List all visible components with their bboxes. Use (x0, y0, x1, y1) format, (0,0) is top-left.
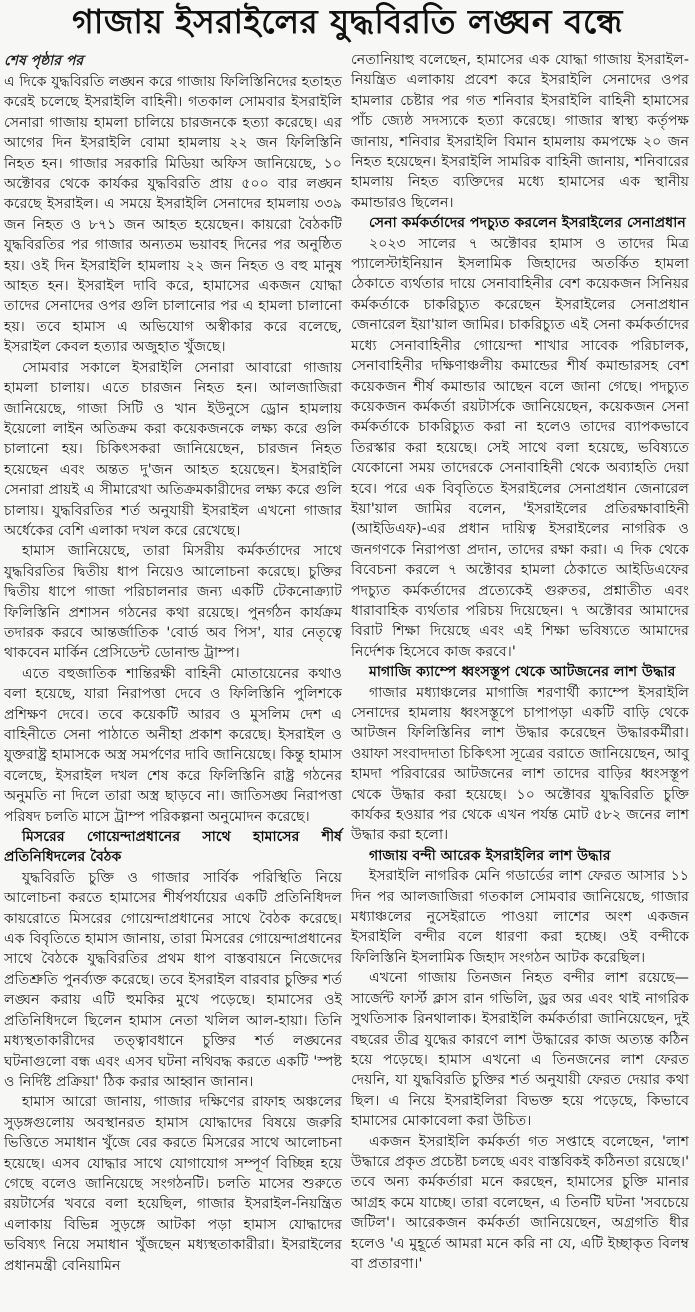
subheading: সেনা কর্মকর্তাদের পদচ্যুত করলেন ইসরাইলের সেনাপ্রধান (369, 215, 686, 232)
paragraph: হামাস জানিয়েছে, তারা মিসরীয় কর্মকর্তাদের সাথে যুদ্ধবিরতির দ্বিতীয় ধাপ নিয়েও আলোচনা করেছে। চুক্তির দ্বিতীয় ধাপে গাজা পরিচালনার জন্য একটি টেকনোক্র্যাট ফিলিস্তিনি প্রশাসন গঠনের কথা রয়েছে। পুনর্গঠন কার্যক্রম তদারক করবে আন্তর্জাতিক 'বোর্ড অব পিস', যার নেতৃত্বে থাকবেন মার্কিন প্রেসিডেন্ট ডোনাল্ড ট্রাম্প। (4, 543, 342, 662)
paragraph: ইসরাইলি নাগরিক মেনি গডার্ডের লাশ ফেরত আসার ১১ দিন পর আলজাজিরা গতকাল সোমবার জানিয়েছে, গাজার মধ্যাঞ্চলের নুসেইরাতে পাওয়া লাশের অংশ একজন ইসরাইলি বন্দীর বলে ধারণা করা হচ্ছে। ওই বন্দীকে ফিলিস্তিনি ইসলামিক জিহাদ সংগঠন আটক করেছিল। (351, 868, 689, 966)
paragraph: নেতানিয়াহু বলেছেন, হামাসের এক যোদ্ধা গাজায় ইসরাইল-নিয়ন্ত্রিত এলাকায় প্রবেশ করে ইসরাইলি সেনাদের ওপর হামলার চেষ্টার পর গত শনিবার ইসরাইলি বাহিনী হামাসের পাঁচ জ্যেষ্ঠ সদস্যকে হত্যা করেছে। গাজার স্বাস্থ্য কর্তৃপক্ষ জানায়, শনিবার ইসরাইলি বিমান হামলায় কমপক্ষে ২০ জন নিহত হয়েছেন। ইসরাইলি সামরিক বাহিনী জানায়, শনিবারের হামলায় নিহত ব্যক্তিদের মধ্যে হামাসের এক স্থানীয় কমান্ডারও ছিলেন। (351, 52, 689, 211)
subheading: মিসরের গোয়েন্দাপ্রধানের সাথে হামাসের শীর্ষ প্রতিনিধিদলের বৈঠক (4, 829, 342, 866)
paragraph: এতে বহুজাতিক শান্তিরক্ষী বাহিনী মোতায়েনের কথাও বলা হয়েছে, যারা নিরাপত্তা দেবে ও ফিলিস্তিনি পুলিশকে প্রশিক্ষণ দেবে। তবে কয়েকটি আরব ও মুসলিম দেশ এ বাহিনীতে সেনা পাঠাতে অনীহা প্রকাশ করেছে। ইসরাইল ও যুক্তরাষ্ট্র হামাসকে অস্ত্র সমর্পণের দাবি জানিয়েছে। কিন্তু হামাস বলেছে, ইসরাইল দখল শেষ করে ফিলিস্তিনি রাষ্ট্র গঠনের অনুমতি না দিলে তারা অস্ত্র ছাড়বে না। জাতিসঙ্ঘ নিরাপত্তা পরিষদ চলতি মাসে ট্রাম্প পরিকল্পনা অনুমোদন করেছে। (4, 665, 342, 825)
subheading: গাজায় বন্দী আরেক ইসরাইলির লাশ উদ্ধার (369, 847, 611, 864)
paragraph: হামাস আরো জানায়, গাজার দক্ষিণের রাফাহ অঞ্চলের সুড়ঙ্গগুলোয় অবস্থানরত হামাস যোদ্ধাদের বিষয়ে জরুরি ভিত্তিতে সমাধান খুঁজে বের করতে মিসরের সাথে আলোচনা হয়েছে। এসব যোদ্ধার সাথে যোগাযোগ সম্পূর্ণ বিচ্ছিন্ন হয়ে গেছে বলেও জানিয়েছে সংগঠনটি। চলতি মাসের শুরুতে রয়টার্সের খবরে বলা হয়েছিল, গাজার ইসরাইল-নিয়ন্ত্রিত এলাকায় বিভিন্ন সুড়ঙ্গে আটকা পড়া হামাস যোদ্ধাদের ভবিষ্যৎ নিয়ে সমাধান খুঁজছেন মধ্যস্থতাকারীরা। ইসরাইলের প্রধানমন্ত্রী বেনিয়ামিন (4, 1094, 342, 1274)
paragraph: এ দিকে যুদ্ধবিরতি লঙ্ঘন করে গাজায় ফিলিস্তিনিদের হতাহত করেই চলেছে ইসরাইলি বাহিনী। গতকাল সোমবার ইসরাইলি সেনারা গাজায় হামলা চালিয়ে চারজনকে হত্যা করেছে। এর আগের দিন ইসরাইলি বোমা হামলায় ২২ জন ফিলিস্তিনি নিহত হন। গাজার সরকারি মিডিয়া অফিস জানিয়েছে, ১০ অক্টোবর থেকে কার্যকর যুদ্ধবিরতি প্রায় ৫০০ বার লঙ্ঘন করেছে ইসরাইল। এ সময়ে ইসরাইলি সেনাদের হামলায় ৩৩৯ জন নিহত ও ৮৭১ জন আহত হয়েছেন। কায়রো বৈঠকটি যুদ্ধবিরতির পর গাজার অন্যতম ভয়াবহ দিনের পর অনুষ্ঠিত হয়। ওই দিন ইসরাইলি হামলায় ২২ জন নিহত ও বহু মানুষ আহত হন। ইসরাইল দাবি করে, হামাসের একজন যোদ্ধা তাদের সেনাদের ওপর গুলি চালানোর পর এ হামলা চালানো হয়। তবে হামাস এ অভিযোগ অস্বীকার করে বলেছে, ইসরাইল কেবল হত্যার অজুহাত খুঁজছে। (4, 74, 342, 356)
paragraph: ২০২৩ সালের ৭ অক্টোবর হামাস ও তাদের মিত্র প্যালেস্টাইনিয়ান ইসলামিক জিহাদের অতর্কিত হামলা ঠেকাতে ব্যর্থতার দায়ে সেনাবাহিনীর বেশ কয়েকজন সিনিয়র কর্মকর্তাকে চাকরিচ্যুত করেছেন ইসরাইলের সেনাপ্রধান জেনারেল ইয়া'য়াল জামির। চাকরিচ্যুত এই সেনা কর্মকর্তাদের মধ্যে সেনাবাহিনীর গোয়েন্দা শাখার সাবেক পরিচালক, সেনাবাহিনীর দক্ষিণাঞ্চলীয় কমান্ডের শীর্ষ কমান্ডারসহ বেশ কয়েকজন শীর্ষ কমান্ডার আছেন বলে জানা গেছে। পদচ্যুত কয়েকজন কর্মকর্তা রয়টার্সকে জানিয়েছেন, কয়েকজন সেনা কর্মকর্তাকে চাকরিচ্যুত করা না হলেও তাদের ব্যাপকভাবে তিরস্কার করা হয়েছে। সেই সাথে বলা হয়েছে, ভবিষ্যতে যেকোনো সময় তাদেরকে সেনাবাহিনী থেকে অব্যাহতি দেয়া হবে। পরে এক বিবৃতিতে ইসরাইলের সেনাপ্রধান জেনারেল ইয়া'য়াল জামির বলেন, 'ইসরাইলের প্রতিরক্ষাবাহিনী (আইডিএফ)-এর প্রধান দায়িত্ব ইসরাইলের নাগরিক ও জনগণকে নিরাপত্তা প্রদান, তাদের রক্ষা করা। এ দিক থেকে বিবেচনা করলে ৭ অক্টোবর হামলা ঠেকাতে আইডিএফের পদচ্যুত কর্মকর্তাদের প্রত্যেকেই গুরুতর, প্রশ্নাতীত এবং ধারাবাহিক ব্যর্থতার পরিচয় দিয়েছেন। ৭ অক্টোবর আমাদের বিরাট শিক্ষা দিয়েছে এবং এই শিক্ষা ভবিষ্যতে আমাদের নির্দেশক হিসেবে কাজ করবে।' (351, 235, 689, 660)
article-column-left (4, 50, 342, 1276)
article-headline: গাজায় ইসরাইলের যুদ্ধবিরতি লঙ্ঘন বন্ধে (72, 2, 623, 41)
paragraph: একজন ইসরাইলি কর্মকর্তা গত সপ্তাহে বলেছেন, 'লাশ উদ্ধারে প্রকৃত প্রচেষ্টা চলছে এবং বাস্তবিকই কঠিনতা রয়েছে।' তবে অন্য কর্মকর্তারা মনে করছেন, হামাসের চুক্তি মানার আগ্রহ কমে যাচ্ছে। তারা বলেছেন, এ তিনটি ঘটনা 'সবচেয়ে জটিল'। আরেকজন কর্মকর্তা জানিয়েছেন, অগ্রগতি ধীর হলেও 'এ মুহূর্তে আমরা মনে করি না যে, এটি ইচ্ছাকৃত বিলম্ব বা প্রতারণা।' (351, 1133, 689, 1272)
article-column-right (351, 50, 689, 1274)
paragraph: যুদ্ধবিরতি চুক্তি ও গাজার সার্বিক পরিস্থিতি নিয়ে আলোচনা করতে হামাসের শীর্ষপর্যায়ের একটি প্রতিনিধিদল কায়রোতে মিসরের গোয়েন্দাপ্রধানের সাথে বৈঠক করেছে। এক বিবৃতিতে হামাস জানায়, তারা মিসরের গোয়েন্দাপ্রধানের সাথে বৈঠকে যুদ্ধবিরতির প্রথম ধাপ বাস্তবায়নে নিজেদের প্রতিশ্রুতি পুনর্ব্যক্ত করেছে। তবে ইসরাইল বারবার চুক্তির শর্ত লঙ্ঘন করায় এটি হুমকির মুখে পড়েছে। হামাসের ওই প্রতিনিধিদলে ছিলেন হামাস নেতা খলিল আল-হায়া। তিনি মধ্যস্থতাকারীদের তত্ত্বাবধানে চুক্তির শর্ত লঙ্ঘনের ঘটনাগুলো বন্ধ এবং এসব ঘটনা নথিবদ্ধ করতে একটি 'স্পষ্ট ও নির্দিষ্ট প্রক্রিয়া' ঠিক করার আহ্বান জানান। (4, 869, 342, 1090)
paragraph: এখনো গাজায় তিনজন নিহত বন্দীর লাশ রয়েছে— সার্জেন্ট ফার্স্ট ক্লাস রান গভিলি, ড্রর অর এবং থাই নাগরিক সুথতিসাক রিনথালাক। ইসরাইলি কর্মকর্তারা জানিয়েছেন, দুই বছরের তীব্র যুদ্ধের কারণে লাশ উদ্ধারের কাজ অত্যন্ত কঠিন হয়ে পড়েছে। হামাস এখনো এ তিনজনের লাশ ফেরত দেয়নি, যা যুদ্ধবিরতি চুক্তির শর্ত অনুযায়ী ফেরত দেয়ার কথা ছিল। এ নিয়ে ইসরাইলিরা বিভক্ত হয়ে পড়েছে, কিভাবে হামাসের মোকাবেলা করা উচিত। (351, 970, 689, 1130)
subheading: মাগাজি ক্যাম্পে ধ্বংসস্তূপ থেকে আটজনের লাশ উদ্ধার (369, 664, 676, 681)
paragraph: গাজার মধ্যাঞ্চলের মাগাজি শরণার্থী ক্যাম্পে ইসরাইলি সেনাদের হামলায় ধ্বংসস্তূপে চাপাপড়া একটি বাড়ি থেকে আটজন ফিলিস্তিনির লাশ উদ্ধার করেছেন উদ্ধারকর্মীরা। ওয়াফা সংবাদদাতা চিকিৎসা সূত্রের বরাতে জানিয়েছেন, আবু হামদা পরিবারের আটজনের লাশ তাদের বাড়ির ধ্বংসস্তূপ থেকে উদ্ধার করা হয়েছে। ১০ অক্টোবর যুদ্ধবিরতি চুক্তি কার্যকর হওয়ার পর থেকে এখন পর্যন্ত মোট ৫৮২ জনের লাশ উদ্ধার করা হলো। (351, 684, 689, 844)
continued-from-label: শেষ পৃষ্ঠার পর (4, 53, 84, 69)
paragraph: সোমবার সকালে ইসরাইলি সেনারা আবারো গাজায় হামলা চালায়। এতে চারজন নিহত হন। আলজাজিরা জানিয়েছে, গাজা সিটি ও খান ইউনুসে ড্রোন হামলায় ইয়েলো লাইন অতিক্রম করা কয়েকজনকে লক্ষ্য করে গুলি চালানো হয়। চিকিৎসকরা জানিয়েছেন, চারজন নিহত হয়েছেন এবং অন্তত দু'জন আহত হয়েছেন। ইসরাইলি সেনারা প্রায়ই এ সীমারেখা অতিক্রমকারীদের লক্ষ্য করে গুলি চালায়। যুদ্ধবিরতির শর্ত অনুযায়ী ইসরাইল এখনো গাজার অর্ধেকের বেশি এলাকা দখল করে রেখেছে। (4, 359, 342, 539)
